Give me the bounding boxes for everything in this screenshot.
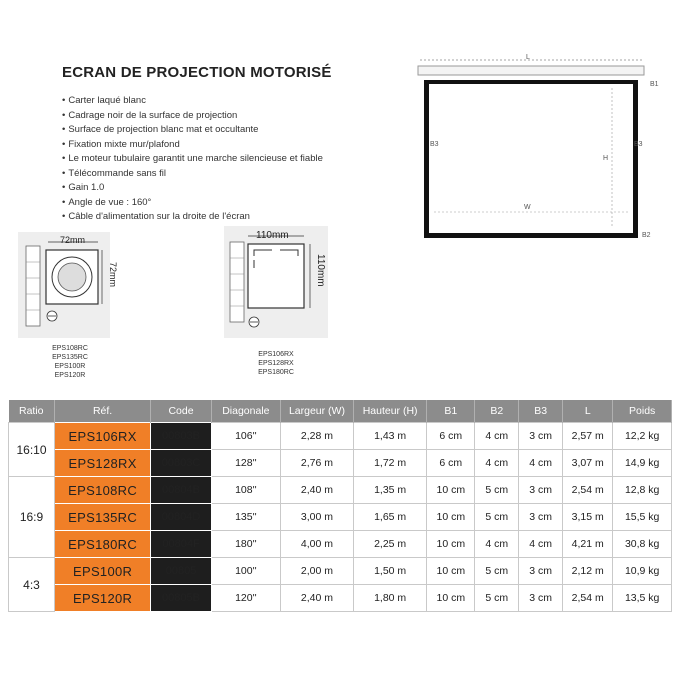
model-label: EPS180RC [258,369,294,376]
feature-item: • Télécommande sans fil [62,167,323,182]
label-B1: B1 [650,81,659,88]
header-b3: B3 [519,400,563,423]
l-cell: 2,57 m [563,423,613,450]
height-cell: 1,50 m [354,558,427,585]
weight-cell: 15,5 kg [613,504,672,531]
ref-cell: EPS106RX [55,423,151,450]
round-mount-diagram [18,232,118,338]
b2-cell: 5 cm [475,504,519,531]
height-cell: 1,65 m [354,504,427,531]
table-row [9,423,672,450]
weight-cell: 13,5 kg [613,585,672,612]
width-cell: 2,28 m [280,423,353,450]
b2-cell: 5 cm [475,585,519,612]
table-row [9,477,672,504]
product-title: ECRAN DE PROJECTION MOTORISÉ [62,64,332,81]
width-cell: 2,40 m [280,585,353,612]
header-height: Hauteur (H) [354,400,427,423]
b1-cell: 10 cm [427,504,475,531]
b1-cell: 6 cm [427,450,475,477]
ratio-cell: 16:9 [9,477,55,558]
model-label: EPS135RC [52,354,88,361]
square-mount-models [246,350,306,377]
b3-cell: 3 cm [519,477,563,504]
header-code: Code [151,400,212,423]
table-row [9,558,672,585]
l-cell: 4,21 m [563,531,613,558]
model-label: EPS108RC [52,345,88,352]
header-diagonal: Diagonale [211,400,280,423]
width-cell: 2,00 m [280,558,353,585]
diagonal-cell: 120'' [211,585,280,612]
model-label: EPS128RX [258,360,294,367]
diagonal-cell: 135'' [211,504,280,531]
height-cell: 1,35 m [354,477,427,504]
feature-item: • Carter laqué blanc [62,94,323,109]
l-cell: 2,54 m [563,477,613,504]
feature-list [62,94,323,225]
model-label: EPS100R [54,363,86,370]
header-l: L [563,400,613,423]
b3-cell: 4 cm [519,450,563,477]
label-B3-left: B3 [430,141,439,148]
diagonal-cell: 106'' [211,423,280,450]
b2-cell: 4 cm [475,531,519,558]
b2-cell: 5 cm [475,477,519,504]
weight-cell: 12,2 kg [613,423,672,450]
header-b2: B2 [475,400,519,423]
l-cell: 2,54 m [563,585,613,612]
height-cell: 1,80 m [354,585,427,612]
code-cell: 00804B [151,477,212,504]
round-mount-models [40,344,100,380]
width-cell: 2,40 m [280,477,353,504]
feature-item: • Gain 1.0 [62,181,323,196]
b2-cell: 5 cm [475,558,519,585]
table-row [9,531,672,558]
square-mount-diagram [224,226,328,338]
feature-item: • Câble d'alimentation sur la droite de l'écran [62,210,323,225]
feature-item: • Fixation mixte mur/plafond [62,138,323,153]
b1-cell: 10 cm [427,585,475,612]
diagonal-cell: 180'' [211,531,280,558]
b2-cell: 4 cm [475,423,519,450]
code-cell: 00805B [151,585,212,612]
round-dim-height: 72mm [108,262,118,288]
width-cell: 4,00 m [280,531,353,558]
model-label: EPS106RX [258,351,294,358]
diagonal-cell: 128'' [211,450,280,477]
header-b1: B1 [427,400,475,423]
ref-cell: EPS120R [55,585,151,612]
weight-cell: 30,8 kg [613,531,672,558]
label-W: W [524,204,531,211]
code-cell: 00803C [151,450,212,477]
b1-cell: 10 cm [427,558,475,585]
b1-cell: 10 cm [427,477,475,504]
code-cell: 00803B [151,423,212,450]
b3-cell: 3 cm [519,504,563,531]
header-ratio: Ratio [9,400,55,423]
diagonal-cell: 100'' [211,558,280,585]
screen-housing [418,66,644,75]
table-row [9,585,672,612]
weight-cell: 10,9 kg [613,558,672,585]
spec-table [8,400,672,612]
feature-item: • Surface de projection blanc mat et occultante [62,123,323,138]
ref-cell: EPS135RC [55,504,151,531]
feature-item: • Angle de vue : 160° [62,196,323,211]
header-weight: Poids [613,400,672,423]
wall-brick [230,242,244,322]
ref-cell: EPS128RX [55,450,151,477]
ratio-cell: 4:3 [9,558,55,612]
code-cell: 00804D [151,504,212,531]
round-dim-width: 72mm [60,235,86,245]
height-cell: 2,25 m [354,531,427,558]
height-cell: 1,43 m [354,423,427,450]
weight-cell: 12,8 kg [613,477,672,504]
weight-cell: 14,9 kg [613,450,672,477]
feature-item: • Le moteur tubulaire garantit une marche silencieuse et fiable [62,152,323,167]
b1-cell: 10 cm [427,531,475,558]
table-row [9,450,672,477]
label-L: L [526,54,530,61]
ref-cell: EPS108RC [55,477,151,504]
diagonal-cell: 108'' [211,477,280,504]
ref-cell: EPS100R [55,558,151,585]
model-label: EPS120R [54,372,86,379]
b1-cell: 6 cm [427,423,475,450]
l-cell: 2,12 m [563,558,613,585]
code-cell: 00804F [151,531,212,558]
b3-cell: 3 cm [519,423,563,450]
b3-cell: 3 cm [519,558,563,585]
feature-item: • Cadrage noir de la surface de projection [62,109,323,124]
code-cell: 00805 [151,558,212,585]
square-dim-height: 110mm [315,254,326,287]
b2-cell: 4 cm [475,450,519,477]
square-dim-width: 110mm [256,230,289,241]
wall-brick [26,246,40,326]
label-B2: B2 [642,232,651,239]
width-cell: 2,76 m [280,450,353,477]
ref-cell: EPS180RC [55,531,151,558]
square-housing [248,244,304,308]
header-width: Largeur (W) [280,400,353,423]
table-header-row [9,400,672,423]
l-cell: 3,15 m [563,504,613,531]
table-row [9,504,672,531]
header-ref: Réf. [55,400,151,423]
screen-dimension-diagram [406,48,666,248]
b3-cell: 4 cm [519,531,563,558]
height-cell: 1,72 m [354,450,427,477]
l-cell: 3,07 m [563,450,613,477]
label-B3-right: B3 [634,141,643,148]
width-cell: 3,00 m [280,504,353,531]
label-H: H [603,155,609,162]
ratio-cell: 16:10 [9,423,55,477]
b3-cell: 3 cm [519,585,563,612]
